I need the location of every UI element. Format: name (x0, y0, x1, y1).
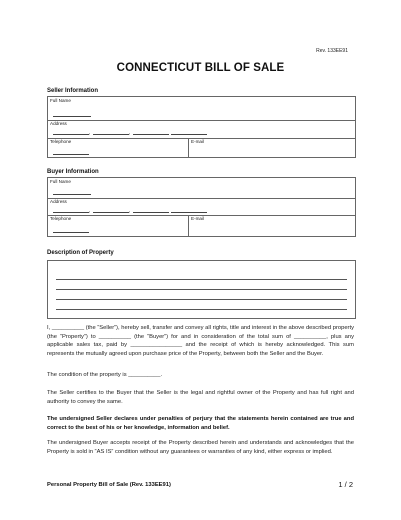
buyer-full-name-field[interactable] (53, 194, 91, 195)
page-number: 1 / 2 (338, 480, 353, 489)
sale-terms-paragraph: I, __________ (the “Seller”), hereby sell, transfer and convey all rights, title and interest in the above described property (the “Property”) to __________ (the “Buyer”) for and in consideration of the total sum of __________, plus any applicable sales tax, paid by ________________ and the receipt of which is hereby acknowledged. This sum represents the mutually agreed upon purchase price of the Property, between both the Seller and the Buyer. (47, 325, 354, 357)
document-title: CONNECTICUT BILL OF SALE (116, 62, 285, 74)
seller-address-label: Address (50, 121, 67, 126)
footer-form-title: Personal Property Bill of Sale (Rev. 133EE91) (47, 482, 171, 488)
buyer-street-field[interactable] (53, 212, 89, 213)
buyer-full-name-label: Full Name (50, 179, 71, 184)
revision-number: Rev. 133EE91 (316, 48, 348, 54)
seller-street-field[interactable] (53, 134, 89, 135)
divider (48, 120, 355, 121)
seller-email-label: E-mail (191, 139, 205, 144)
buyer-email-label: E-mail (191, 216, 205, 221)
ownership-paragraph: The Seller certifies to the Buyer that the Seller is the legal and rightful owner of the Property and has full right and authority to convey the same. (47, 390, 354, 405)
property-description-box[interactable] (47, 260, 356, 319)
buyer-telephone-field[interactable] (53, 232, 89, 233)
buyer-section-title: Buyer Information (47, 169, 99, 175)
divider (188, 215, 189, 236)
description-line (56, 299, 347, 300)
buyer-city-field[interactable] (93, 212, 129, 213)
as-is-paragraph: The undersigned Buyer accepts receipt of the Property described herein and understands and acknowledges that the Property is sold in “AS IS” condition without any guarantees or warranties of any kind, either express or implied. (47, 440, 354, 455)
divider (188, 138, 189, 157)
divider (48, 198, 355, 199)
seller-full-name-label: Full Name (50, 98, 71, 103)
buyer-state-field[interactable] (133, 212, 169, 213)
description-line (56, 309, 347, 310)
buyer-zip-field[interactable] (171, 212, 207, 213)
property-section-title: Description of Property (47, 250, 114, 256)
address-comma: , (89, 130, 91, 136)
seller-telephone-label: Telephone (50, 139, 72, 144)
seller-city-field[interactable] (93, 134, 129, 135)
address-comma: , (129, 130, 131, 136)
seller-full-name-field[interactable] (53, 116, 91, 117)
buyer-address-label: Address (50, 199, 67, 204)
address-comma: , (89, 208, 91, 214)
buyer-info-box (47, 177, 356, 237)
description-line (56, 279, 347, 280)
description-line (56, 289, 347, 290)
seller-zip-field[interactable] (171, 134, 207, 135)
footer-form-name (47, 482, 171, 488)
buyer-telephone-label: Telephone (50, 216, 72, 221)
seller-state-field[interactable] (133, 134, 169, 135)
seller-telephone-field[interactable] (53, 154, 89, 155)
condition-paragraph: The condition of the property is __________. (47, 372, 163, 378)
seller-section-title: Seller Information (47, 88, 99, 94)
address-comma: , (129, 208, 131, 214)
seller-info-box (47, 96, 356, 158)
perjury-declaration: The undersigned Seller declares under penalties of perjury that the statements herein contained are true and correct to the best of his or her knowledge, information and belief. (47, 416, 354, 431)
